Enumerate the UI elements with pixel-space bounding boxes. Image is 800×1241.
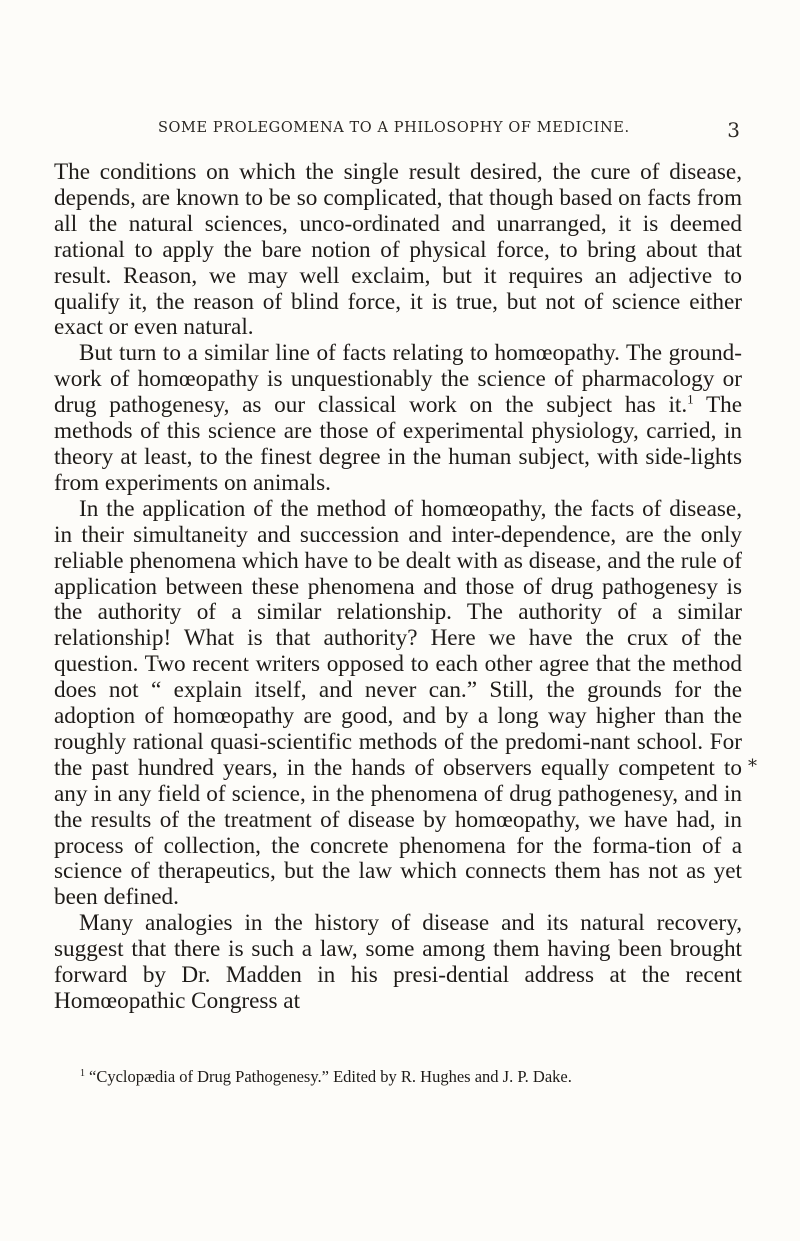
- paragraph-2-text: But turn to a similar line of facts relating to homœopathy. The ground-work of homœopathy is unquestionably the science of pharmacology or drug pathogenesy, as our classical work on the subject has it.: [54, 340, 742, 419]
- page-number: 3: [727, 118, 740, 142]
- margin-asterisk-mark: *: [748, 756, 757, 777]
- footnote-reference: 1: [687, 391, 694, 407]
- body-text: [54, 160, 742, 1015]
- footnote: [80, 1067, 750, 1087]
- footnote-text: “Cyclopædia of Drug Pathogenesy.” Edited by R. Hughes and J. P. Dake.: [89, 1067, 572, 1086]
- paragraph-2-text-continued: The methods of this science are those of experimental physiology, carried, in theory at least, to the finest degree in the human subject, with side-lights from experiments on animals.: [54, 392, 742, 496]
- paragraph-3: In the application of the method of homœopathy, the facts of disease, in their simultaneity and succession and inter-dependence, are the only reliable phenomena which have to be dealt with as disease, and the rule of application between these phenomena and those of drug pathogenesy is the authority of a similar relationship. The authority of a similar relationship! What is that authority? Here we have the crux of the question. Two recent writers opposed to each other agree that the method does not “ explain itself, and never can.” Still, the grounds for the adoption of homœopathy are good, and by a long way higher than the roughly rational quasi-scientific methods of the predomi-nant school. For the past hundred years, in the hands of observers equally competent to any in any field of science, in the phenomena of drug pathogenesy, and in the results of the treatment of disease by homœopathy, we have had, in process of collection, the concrete phenomena for the forma-tion of a science of therapeutics, but the law which connects them has not as yet been defined.: [54, 495, 742, 911]
- page-header: [158, 120, 740, 144]
- footnote-mark: 1: [80, 1067, 85, 1079]
- paragraph-4: Many analogies in the history of disease and its natural recovery, suggest that there is such a law, some among them having been brought forward by Dr. Madden in his presi-dential address at the recent Homœopathic Congress at: [54, 910, 742, 1014]
- running-title: SOME PROLEGOMENA TO A PHILOSOPHY OF MEDICINE.: [158, 120, 630, 136]
- paragraph-2: [54, 341, 742, 496]
- paragraph-1: The conditions on which the single result desired, the cure of disease, depends, are known to be so complicated, that though based on facts from all the natural sciences, unco-ordinated and unarranged, it is deemed rational to apply the bare notion of physical force, to bring about that result. Reason, we may well exclaim, but it requires an adjective to qualify it, the reason of blind force, it is true, but not of science either exact or even natural.: [54, 159, 742, 341]
